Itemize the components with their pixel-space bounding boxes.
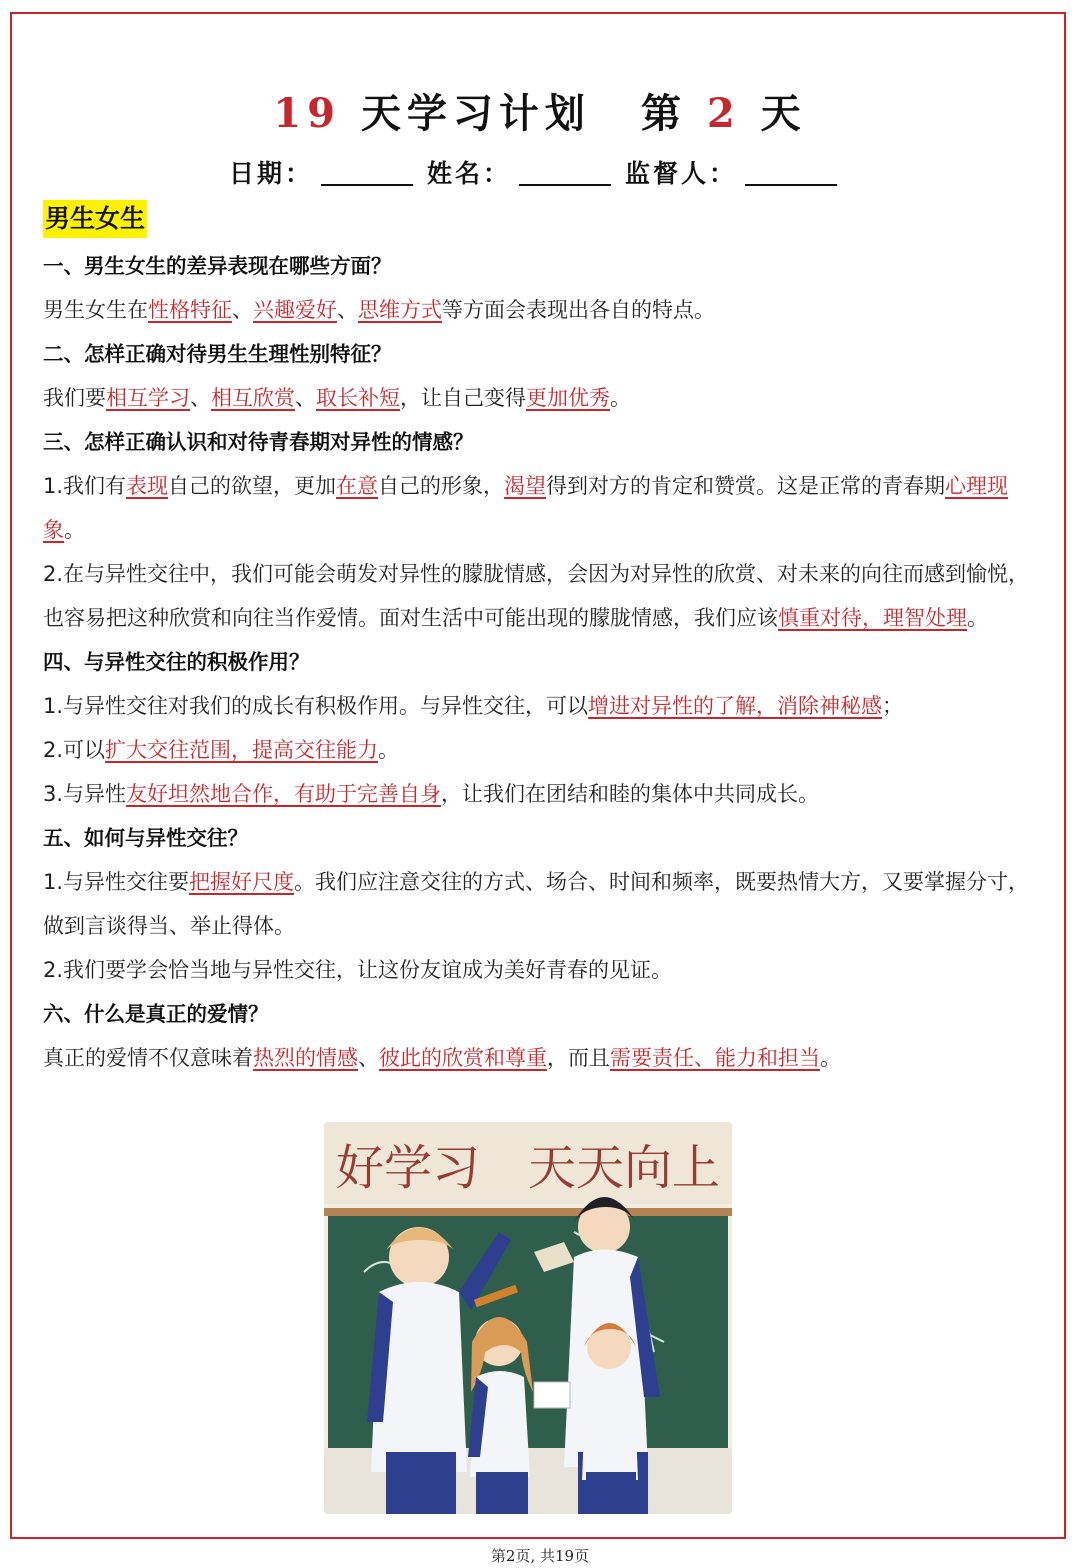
answer-2-text: 、 — [190, 386, 211, 410]
answer-4-text: ，让我们在团结和睦的集体中共同成长。 — [441, 782, 820, 806]
answer-3-text: 。 — [64, 518, 85, 542]
title-day-prefix: 第 — [640, 90, 687, 137]
answer-1-text: 、 — [232, 298, 253, 322]
answer-2-text: 我们要 — [43, 386, 106, 410]
answer-3-text: 1.我们有 — [43, 474, 127, 498]
answer-2-text: ，让自己变得 — [400, 386, 526, 410]
date-blank — [321, 184, 413, 186]
answer-5-key: 把握好尺度 — [189, 870, 295, 894]
answer-3-text: 自己的形象， — [378, 474, 505, 498]
answer-2-key: 相互欣赏 — [211, 386, 295, 410]
answer-2-key: 取长补短 — [316, 386, 400, 410]
answer-4-key: 增进对异性的了解，消除神秘感 — [588, 694, 883, 718]
answer-2 — [43, 376, 1043, 420]
answer-6-text: ，而且 — [547, 1046, 610, 1070]
name-label: 姓名： — [426, 159, 511, 188]
classroom-illustration-art — [324, 1122, 732, 1514]
main-content — [43, 200, 1043, 1080]
question-3-title: 三、怎样正确认识和对待青春期对异性的情感？ — [43, 430, 474, 454]
answer-3-text: 2.在与异性交往中，我们可能会萌发对异性的朦胧情感，会因为对异性的欣赏、对未来的向往而感到愉悦，也容易把这种欣赏和向往当作爱情。面对生活中可能出现的朦胧情感，我们应该 — [43, 562, 1030, 630]
illustration-banner: 好学习 天天向上 — [335, 1140, 721, 1196]
answer-1-text: 男生女生在 — [43, 298, 148, 322]
answer-3-point-1 — [43, 464, 1043, 552]
question-1-title: 一、男生女生的差异表现在哪些方面？ — [43, 254, 392, 278]
question-6-title: 六、什么是真正的爱情？ — [43, 1002, 269, 1026]
answer-3-text: 得到对方的肯定和赞赏。这是正常的青春期 — [546, 474, 946, 498]
answer-3-text: 。 — [967, 606, 988, 630]
answer-5-point-2: 2.我们要学会恰当地与异性交往，让这份友谊成为美好青春的见证。 — [43, 958, 673, 982]
answer-3-key: 慎重对待，理智处理 — [778, 606, 967, 630]
answer-6-key: 彼此的欣赏和尊重 — [379, 1046, 547, 1070]
question-2-title: 二、怎样正确对待男生生理性别特征？ — [43, 342, 392, 366]
answer-5-text: 。我们应注意交往的方式、场合、时间和频率，既要热情大方，又要掌握分寸，做到言谈得当、举止得体。 — [43, 870, 1030, 938]
question-5-title: 五、如何与异性交往？ — [43, 826, 248, 850]
answer-4-point-2 — [43, 728, 1043, 772]
answer-4-point-1 — [43, 684, 1043, 728]
title-day-suffix: 天 — [760, 90, 807, 137]
answer-4-point-3 — [43, 772, 1043, 816]
answer-1-key: 思维方式 — [358, 298, 442, 322]
answer-2-key: 相互学习 — [106, 386, 190, 410]
answer-3-key: 在意 — [336, 474, 379, 498]
answer-3-key: 心理现象 — [43, 474, 1009, 542]
title-text: 天学习计划 — [360, 90, 591, 137]
date-label: 日期： — [228, 159, 313, 188]
answer-6-key: 热烈的情感 — [253, 1046, 358, 1070]
answer-3-text: 自己的欲望，更加 — [168, 474, 337, 498]
meta-fields — [0, 154, 1080, 190]
answer-4-text: ； — [882, 694, 904, 718]
answer-6-key: 需要责任、能力和担当 — [610, 1046, 820, 1070]
answer-1-key: 性格特征 — [148, 298, 232, 322]
answer-6-text: 、 — [358, 1046, 379, 1070]
answer-3-point-2 — [43, 552, 1043, 640]
answer-6 — [43, 1036, 1043, 1080]
topic-heading: 男生女生 — [43, 200, 147, 238]
answer-3-key: 渴望 — [504, 474, 547, 498]
answer-5-text: 1.与异性交往要 — [43, 870, 190, 894]
supervisor-label: 监督人： — [625, 159, 738, 188]
answer-4-text: 3.与异性 — [43, 782, 127, 806]
answer-1-text: 等方面会表现出各自的特点。 — [442, 298, 715, 322]
answer-4-text: 1.与异性交往对我们的成长有积极作用。与异性交往，可以 — [43, 694, 589, 718]
answer-5-point-1 — [43, 860, 1043, 948]
name-blank — [519, 184, 611, 186]
answer-1 — [43, 288, 1043, 332]
page-title — [0, 82, 1080, 139]
title-number: 19 — [273, 90, 341, 137]
answer-4-text: 。 — [378, 738, 400, 762]
title-day-number: 2 — [706, 90, 741, 137]
answer-1-key: 兴趣爱好 — [253, 298, 337, 322]
page-footer: 第2页, 共19页 — [490, 1547, 590, 1565]
answer-6-text: 。 — [820, 1046, 841, 1070]
answer-2-text: 、 — [295, 386, 316, 410]
answer-4-key: 友好坦然地合作，有助于完善自身 — [126, 782, 442, 806]
answer-3-key: 表现 — [126, 474, 169, 498]
answer-1-text: 、 — [337, 298, 358, 322]
supervisor-blank — [745, 184, 837, 186]
answer-6-text: 真正的爱情不仅意味着 — [43, 1046, 253, 1070]
answer-4-text: 2.可以 — [43, 738, 106, 762]
classroom-illustration — [324, 1122, 732, 1514]
question-4-title: 四、与异性交往的积极作用？ — [43, 650, 310, 674]
answer-2-key: 更加优秀 — [526, 386, 610, 410]
answer-2-text: 。 — [610, 386, 631, 410]
answer-4-key: 扩大交往范围，提高交往能力 — [105, 738, 379, 762]
